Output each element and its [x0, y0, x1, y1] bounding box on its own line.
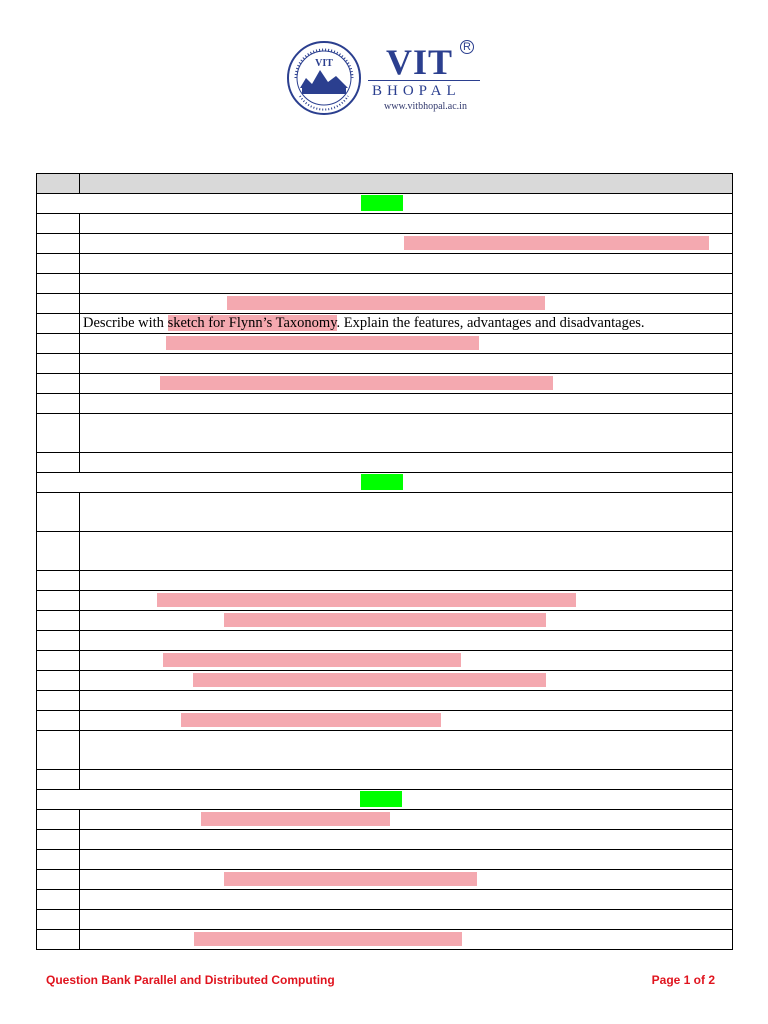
- table-row: [37, 493, 733, 532]
- table-header-row: [37, 174, 733, 194]
- unit-marker: [361, 195, 403, 211]
- question-cell: [80, 910, 732, 929]
- table-row: [37, 631, 733, 651]
- table-row: [37, 691, 733, 711]
- row-number-cell: [37, 731, 80, 769]
- unit-heading-row: [37, 194, 733, 214]
- table-row: [37, 711, 733, 731]
- question-cell: [80, 374, 732, 393]
- footer-page-number: Page 1 of 2: [651, 973, 715, 987]
- brand-divider: [368, 80, 480, 81]
- question-cell: [80, 334, 732, 353]
- footer-title: Question Bank Parallel and Distributed Computing: [46, 973, 335, 987]
- question-cell: [80, 532, 732, 570]
- row-number-cell: [37, 532, 80, 570]
- row-number-cell: [37, 274, 80, 293]
- unit-marker: [361, 474, 403, 490]
- question-cell: [80, 830, 732, 849]
- redaction-bar: [163, 653, 461, 667]
- table-row: [37, 394, 733, 414]
- unit-heading-row: [37, 790, 733, 810]
- seal-center-text: VIT: [315, 58, 333, 69]
- table-row: [37, 571, 733, 591]
- row-number-cell: [37, 611, 80, 630]
- row-number-cell: [37, 354, 80, 373]
- redaction-bar: [404, 236, 709, 250]
- row-number-cell: [37, 870, 80, 889]
- table-row: [37, 234, 733, 254]
- question-cell: [80, 294, 732, 313]
- question-cell: [80, 770, 732, 789]
- table-row: [37, 453, 733, 473]
- question-cell: [80, 930, 732, 949]
- question-cell: [80, 571, 732, 590]
- table-row: [37, 214, 733, 234]
- row-number-cell: [37, 571, 80, 590]
- flynn-question-cell: [80, 314, 732, 333]
- question-table: [36, 173, 733, 950]
- row-number-cell: [37, 711, 80, 730]
- table-row: [37, 354, 733, 374]
- table-row: [37, 830, 733, 850]
- table-row: [37, 910, 733, 930]
- question-cell: [80, 711, 732, 730]
- row-number-cell: [37, 414, 80, 452]
- table-row: [37, 274, 733, 294]
- row-number-cell: [37, 334, 80, 353]
- table-row: [37, 870, 733, 890]
- question-text-suffix: . Explain the features, advantages and disadvantages.: [336, 315, 645, 331]
- question-cell: [80, 731, 732, 769]
- row-number-cell: [37, 671, 80, 690]
- table-row: [37, 374, 733, 394]
- redaction-bar: [224, 613, 546, 627]
- question-cell: [80, 214, 732, 233]
- row-number-cell: [37, 890, 80, 909]
- question-cell: [80, 394, 732, 413]
- table-row: [37, 890, 733, 910]
- question-cell: [80, 354, 732, 373]
- row-number-cell: [37, 394, 80, 413]
- row-number-cell: [37, 254, 80, 273]
- table-row: [37, 930, 733, 950]
- question-cell: [80, 414, 732, 452]
- redaction-bar: [194, 932, 462, 946]
- registered-mark-icon: R: [460, 40, 474, 54]
- row-number-cell: [37, 493, 80, 531]
- question-cell: [80, 810, 732, 829]
- question-cell: [80, 453, 732, 472]
- row-number-cell: [37, 214, 80, 233]
- redaction-bar: [227, 296, 545, 310]
- brand-name: VIT: [386, 42, 454, 82]
- header-question-cell: [80, 174, 732, 193]
- institution-logo: [286, 40, 486, 120]
- redaction-bar: [181, 713, 441, 727]
- row-number-cell: [37, 691, 80, 710]
- row-number-cell: [37, 294, 80, 313]
- redaction-bar: [201, 812, 390, 826]
- row-number-cell: [37, 830, 80, 849]
- question-cell: [80, 850, 732, 869]
- row-number-cell: [37, 314, 80, 333]
- unit-marker: [360, 791, 402, 807]
- table-row: [37, 294, 733, 314]
- question-cell: [80, 890, 732, 909]
- header-number-cell: [37, 174, 80, 193]
- question-cell: [80, 631, 732, 650]
- question-cell: [80, 234, 732, 253]
- redaction-bar: [160, 376, 553, 390]
- question-cell: [80, 870, 732, 889]
- row-number-cell: [37, 810, 80, 829]
- question-cell: [80, 254, 732, 273]
- table-row: [37, 254, 733, 274]
- university-seal-icon: [286, 40, 362, 116]
- table-row: [37, 532, 733, 571]
- brand-city: BHOPAL: [372, 83, 461, 99]
- row-number-cell: [37, 631, 80, 650]
- table-row: [37, 770, 733, 790]
- question-cell: [80, 274, 732, 293]
- brand-block: [368, 40, 486, 120]
- question-cell: [80, 691, 732, 710]
- redaction-bar: [157, 593, 576, 607]
- table-row: [37, 810, 733, 830]
- row-number-cell: [37, 770, 80, 789]
- table-row: [37, 671, 733, 691]
- row-number-cell: [37, 850, 80, 869]
- table-row: [37, 591, 733, 611]
- row-number-cell: [37, 453, 80, 472]
- redaction-bar: [166, 336, 479, 350]
- table-row: [37, 314, 733, 334]
- row-number-cell: [37, 374, 80, 393]
- row-number-cell: [37, 910, 80, 929]
- row-number-cell: [37, 930, 80, 949]
- question-cell: [80, 671, 732, 690]
- table-row: [37, 850, 733, 870]
- table-row: [37, 414, 733, 453]
- redaction-bar: [193, 673, 546, 687]
- table-row: [37, 611, 733, 631]
- row-number-cell: [37, 651, 80, 670]
- brand-url: www.vitbhopal.ac.in: [384, 101, 467, 112]
- question-text-prefix: Describe with: [83, 315, 168, 331]
- row-number-cell: [37, 234, 80, 253]
- question-text-highlight: sketch for Flynn’s Taxonomy: [167, 315, 337, 331]
- question-cell: [80, 651, 732, 670]
- question-cell: [80, 591, 732, 610]
- table-row: [37, 731, 733, 770]
- redaction-bar: [224, 872, 477, 886]
- question-cell: [80, 611, 732, 630]
- table-row: [37, 334, 733, 354]
- row-number-cell: [37, 591, 80, 610]
- table-row: [37, 651, 733, 671]
- unit-heading-row: [37, 473, 733, 493]
- question-cell: [80, 493, 732, 531]
